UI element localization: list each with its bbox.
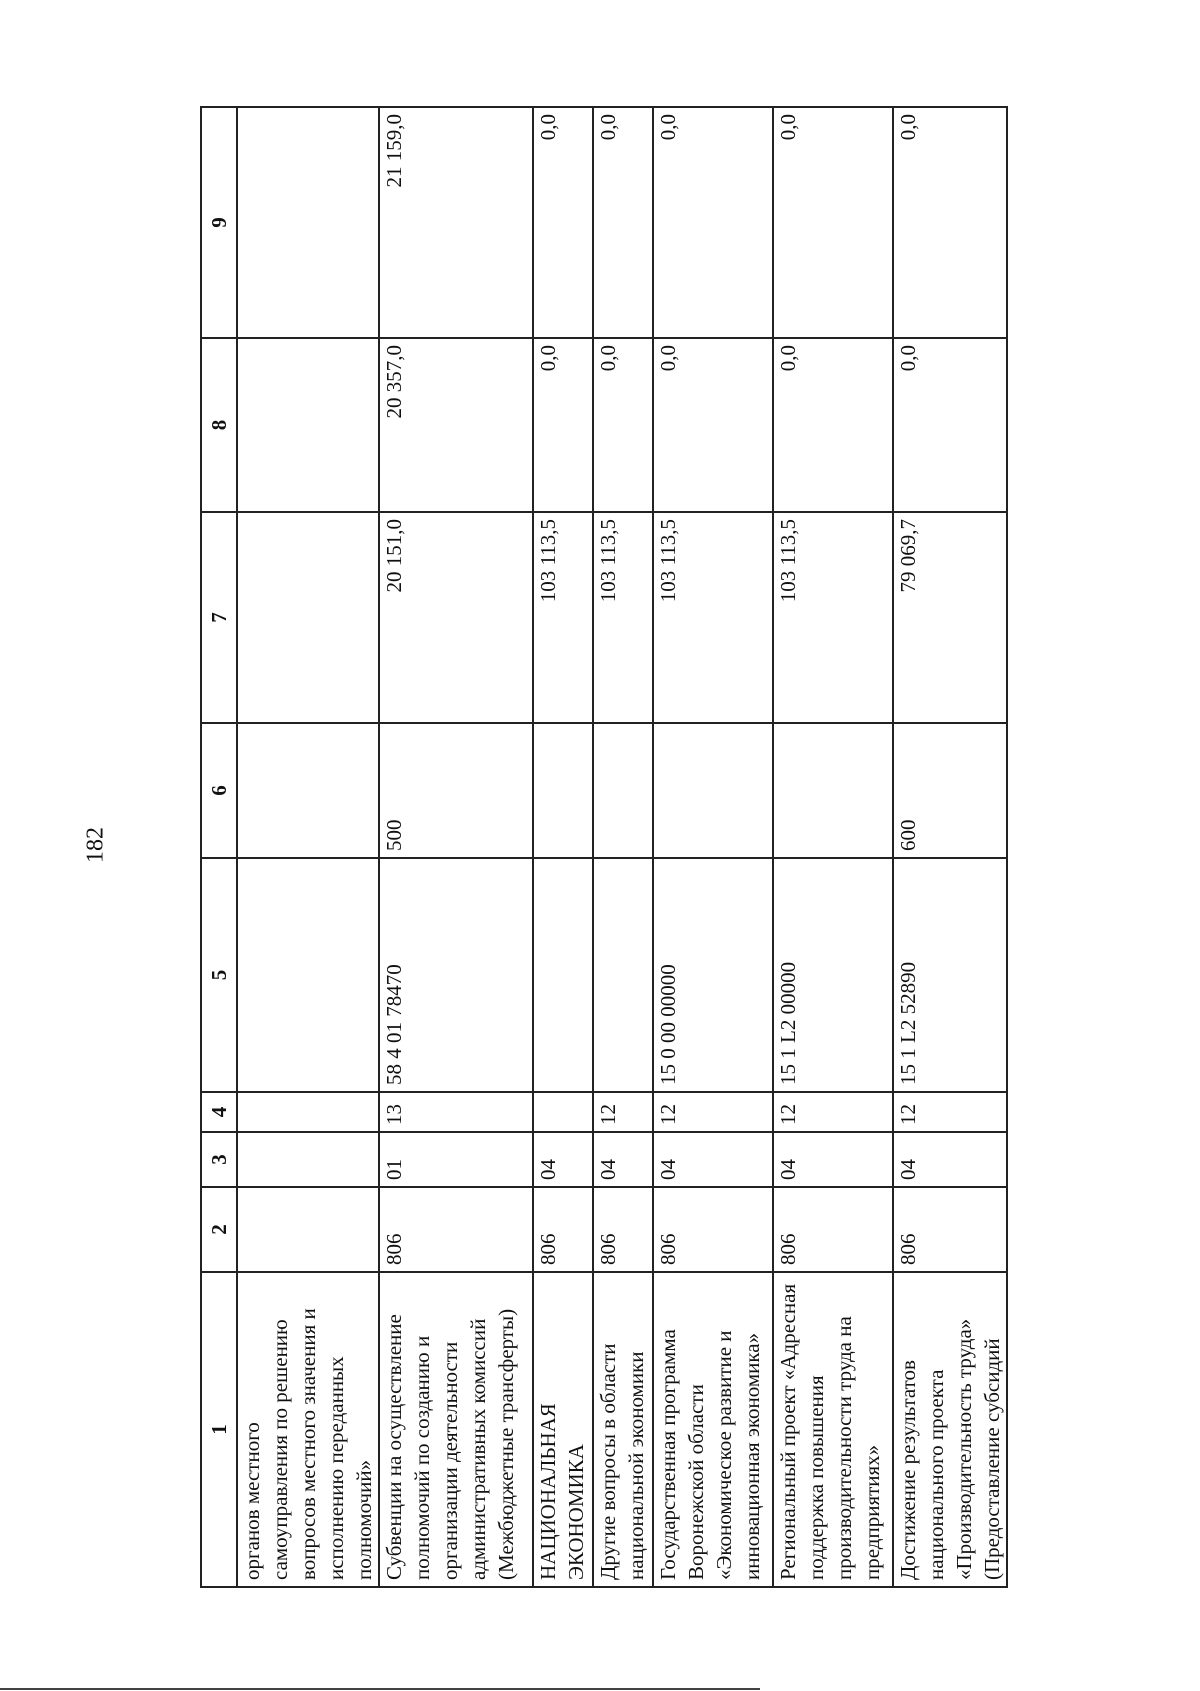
scan-edge-line [0,1688,760,1690]
cell-target-article [533,858,593,1092]
cell-amount-2: 0,0 [893,338,1007,512]
row-name: Государственная программа Воронежской области «Экономическое развитие и инновационная экономика» [653,1272,773,1587]
cell-amount-3: 0,0 [773,107,893,338]
cell-amount-1: 103 113,5 [773,512,893,723]
cell-section: 04 [893,1132,1007,1187]
cell-ministry: 806 [653,1187,773,1272]
table-row [893,107,1007,1587]
cell-expense-type: 500 [379,723,533,858]
cell-amount-3 [237,107,379,338]
cell-amount-1 [237,512,379,723]
cell-subsection [533,1092,593,1132]
cell-expense-type [593,723,653,858]
cell-amount-3: 0,0 [893,107,1007,338]
cell-ministry: 806 [379,1187,533,1272]
cell-ministry: 806 [893,1187,1007,1272]
cell-amount-2 [237,338,379,512]
rotated-table-container [200,108,1054,1588]
cell-expense-type [237,723,379,858]
column-header-5: 5 [201,858,237,1092]
cell-expense-type: 600 [893,723,1007,858]
row-name: Другие вопросы в области национальной экономики [593,1272,653,1587]
column-header-9: 9 [201,107,237,338]
column-header-3: 3 [201,1132,237,1187]
cell-amount-1: 79 069,7 [893,512,1007,723]
table-row [237,107,379,1587]
row-name: Региональный проект «Адресная поддержка повышения производительности труда на предприятиях» [773,1272,893,1587]
table-row [773,107,893,1587]
cell-amount-3: 21 159,0 [379,107,533,338]
cell-amount-3: 0,0 [593,107,653,338]
column-header-4: 4 [201,1092,237,1132]
cell-subsection: 12 [593,1092,653,1132]
row-name: Достижение результатов национального проекта «Производительность труда» (Предоставление субсидий [893,1272,1007,1587]
cell-subsection: 12 [653,1092,773,1132]
column-header-6: 6 [201,723,237,858]
row-name: органов местного самоуправления по решению вопросов местного значения и исполнению переданных полномочий» [237,1272,379,1587]
cell-amount-1: 103 113,5 [653,512,773,723]
cell-section: 04 [533,1132,593,1187]
table-row [653,107,773,1587]
row-name: Субвенции на осуществление полномочий по созданию и организации деятельности административных комиссий (Межбюджетные трансферты) [379,1272,533,1587]
column-header-2: 2 [201,1187,237,1272]
cell-subsection: 12 [773,1092,893,1132]
page-number: 182 [82,827,109,863]
cell-amount-2: 0,0 [773,338,893,512]
header-row [201,107,237,1587]
cell-amount-1: 103 113,5 [533,512,593,723]
table-row [533,107,593,1587]
cell-subsection: 13 [379,1092,533,1132]
cell-target-article [593,858,653,1092]
cell-ministry: 806 [773,1187,893,1272]
cell-expense-type [653,723,773,858]
cell-amount-2: 20 357,0 [379,338,533,512]
cell-target-article: 58 4 01 78470 [379,858,533,1092]
column-header-7: 7 [201,512,237,723]
table-row [593,107,653,1587]
cell-ministry: 806 [533,1187,593,1272]
cell-expense-type [533,723,593,858]
cell-section: 04 [593,1132,653,1187]
cell-subsection [237,1092,379,1132]
cell-section: 01 [379,1132,533,1187]
cell-amount-3: 0,0 [653,107,773,338]
cell-expense-type [773,723,893,858]
cell-subsection: 12 [893,1092,1007,1132]
cell-amount-2: 0,0 [533,338,593,512]
table-row [379,107,533,1587]
cell-amount-1: 103 113,5 [593,512,653,723]
cell-amount-3: 0,0 [533,107,593,338]
cell-target-article: 15 1 L2 52890 [893,858,1007,1092]
cell-section [237,1132,379,1187]
cell-amount-2: 0,0 [653,338,773,512]
cell-target-article: 15 1 L2 00000 [773,858,893,1092]
row-name: НАЦИОНАЛЬНАЯ ЭКОНОМИКА [533,1272,593,1587]
cell-target-article: 15 0 00 00000 [653,858,773,1092]
budget-table [200,106,1008,1588]
column-header-1: 1 [201,1272,237,1587]
cell-section: 04 [653,1132,773,1187]
cell-ministry [237,1187,379,1272]
cell-amount-1: 20 151,0 [379,512,533,723]
cell-target-article [237,858,379,1092]
cell-ministry: 806 [593,1187,653,1272]
cell-amount-2: 0,0 [593,338,653,512]
column-header-8: 8 [201,338,237,512]
cell-section: 04 [773,1132,893,1187]
